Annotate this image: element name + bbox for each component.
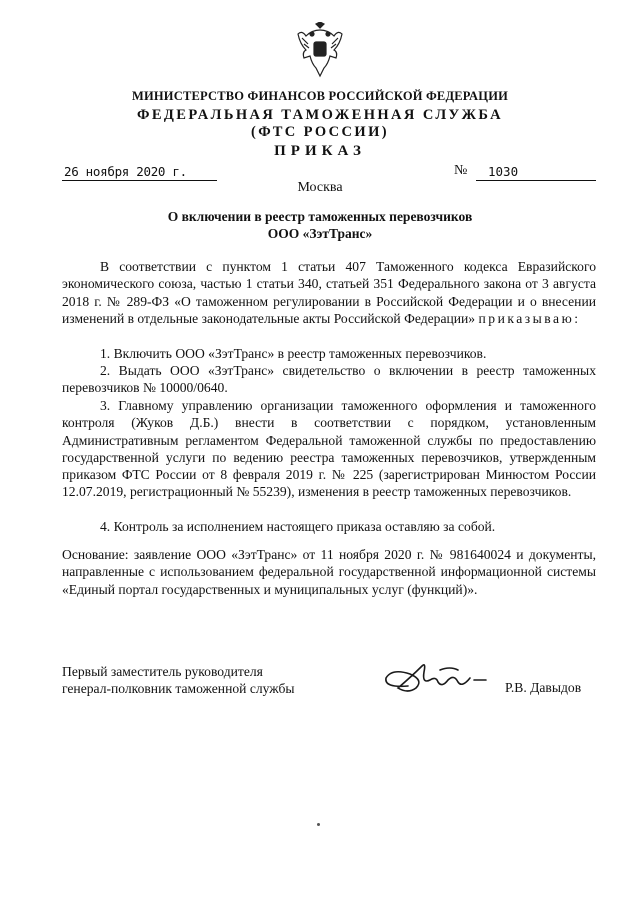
order-item-1 <box>62 345 596 362</box>
city: Москва <box>297 180 343 195</box>
signatory-position <box>62 663 295 697</box>
position-line1: Первый заместитель руководителя <box>62 664 263 679</box>
subject-line2: ООО «ЗэтТранс» <box>267 226 373 241</box>
order-word: приказываю: <box>478 310 581 326</box>
order-item-2 <box>62 362 596 397</box>
scan-dot <box>317 823 320 826</box>
state-emblem-icon <box>296 22 344 78</box>
order-item-3 <box>62 397 596 501</box>
order-item-1-text: 1. Включить ООО «ЗэтТранс» в реестр таможенных перевозчиков. <box>100 346 487 361</box>
preamble-text: В соответствии с пунктом 1 статьи 407 Таможенного кодекса Евразийского экономического союза, частью 1 статьи 340, статьей 351 Федерального закона от 3 августа 2018 г. № 289-ФЗ «О таможенном регулировании в Российской Федерации и о внесении изменений в отдельные законодательные акты Российской Федерации» <box>62 259 596 326</box>
service-name-line1: ФЕДЕРАЛЬНАЯ ТАМОЖЕННАЯ СЛУЖБА <box>136 107 503 123</box>
subject-line1: О включении в реестр таможенных перевозчиков <box>167 209 473 224</box>
ministry-name: МИНИСТЕРСТВО ФИНАНСОВ РОССИЙСКОЙ ФЕДЕРАЦИИ <box>131 89 509 103</box>
signatory-name: Р.В. Давыдов <box>505 680 582 695</box>
preamble-paragraph <box>62 258 596 327</box>
order-number: 1030 <box>488 164 519 179</box>
position-line2: генерал-полковник таможенной службы <box>62 681 295 696</box>
order-item-4 <box>62 518 596 535</box>
service-name <box>0 107 640 141</box>
order-date: 26 ноября 2020 г. <box>64 164 187 179</box>
document-type: ПРИКАЗ <box>274 143 366 159</box>
order-item-4-text: 4. Контроль за исполнением настоящего приказа оставляю за собой. <box>100 519 496 534</box>
basis-paragraph: Основание: заявление ООО «ЗэтТранс» от 11 ноября 2020 г. № 981640024 и документы, направленные с использованием федеральной государственной информационной системы «Единый портал государственных и муниципальных услуг (функций)». <box>62 547 596 597</box>
number-sign: № <box>454 163 468 178</box>
number-field <box>476 163 596 181</box>
handwritten-signature <box>378 658 508 700</box>
order-item-3-text: 3. Главному управлению организации таможенного оформления и таможенного контроля (Жуков Д.Б.) внести в соответствии с порядком, установленным Административным регламентом Федеральной таможенной службы по предоставлению государственной услуги по ведению реестра таможенных перевозчиков, утвержденным приказом ФТС России от 8 февраля 2019 г. № 225 (зарегистрирован Минюстом России 12.07.2019, регистрационный № 55239), изменения в реестр таможенных перевозчиков. <box>62 398 596 500</box>
order-item-2-text: 2. Выдать ООО «ЗэтТранс» свидетельство о включении в реестр таможенных перевозчиков № 10000/0640. <box>62 363 596 396</box>
order-subject <box>0 208 640 242</box>
service-name-line2: (ФТС РОССИИ) <box>250 124 390 140</box>
date-field <box>62 163 217 181</box>
